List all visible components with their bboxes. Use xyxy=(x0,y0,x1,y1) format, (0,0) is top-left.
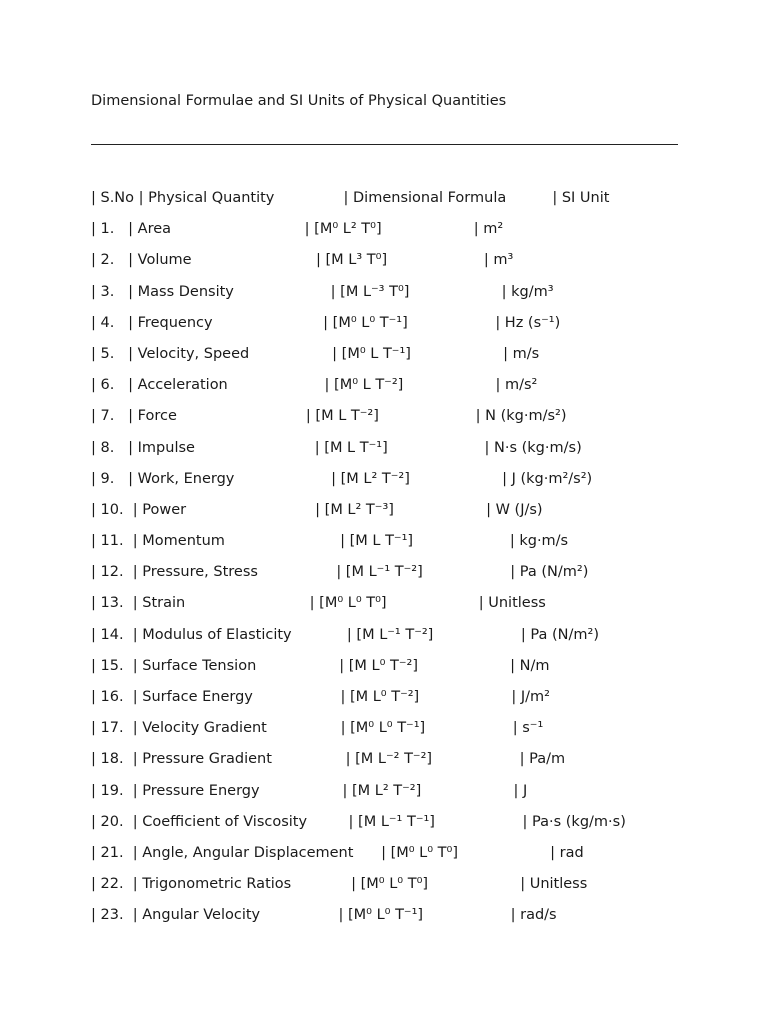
table-row: | 3. | Mass Density | [M L⁻³ T⁰] | kg/m³ xyxy=(91,283,554,300)
table-row: | 19. | Pressure Energy | [M L² T⁻²] | J xyxy=(91,782,528,799)
table-row: | 11. | Momentum | [M L T⁻¹] | kg·m/s xyxy=(91,533,569,550)
table-row: | 4. | Frequency | [M⁰ L⁰ T⁻¹] | Hz (s⁻¹) xyxy=(91,314,561,331)
table-row: | 18. | Pressure Gradient | [M L⁻² T⁻²] | Pa/m xyxy=(91,751,566,768)
table-row: | 12. | Pressure, Stress | [M L⁻¹ T⁻²] | Pa (N/m²) xyxy=(91,564,589,581)
table-row: | 14. | Modulus of Elasticity | [M L⁻¹ T⁻²] | Pa (N/m²) xyxy=(91,626,599,643)
table-header-line: | S.No | Physical Quantity | Dimensional Formula | SI Unit xyxy=(91,190,610,206)
table-row: | 8. | Impulse | [M L T⁻¹] | N·s (kg·m/s) xyxy=(91,439,582,456)
table-row: | 15. | Surface Tension | [M L⁰ T⁻²] | N/m xyxy=(91,657,550,674)
table-row: | 7. | Force | [M L T⁻²] | N (kg·m/s²) xyxy=(91,408,567,425)
table-row: | 10. | Power | [M L² T⁻³] | W (J/s) xyxy=(91,501,543,518)
table-text xyxy=(91,189,731,938)
table-row: | 5. | Velocity, Speed | [M⁰ L T⁻¹] | m/s xyxy=(91,345,540,362)
horizontal-rule xyxy=(91,144,678,145)
table-row: | 1. | Area | [M⁰ L² T⁰] | m² xyxy=(91,221,504,238)
document-title: Dimensional Formulae and SI Units of Physical Quantities xyxy=(91,93,507,109)
table-row: | 6. | Acceleration | [M⁰ L T⁻²] | m/s² xyxy=(91,377,538,394)
table-row: | 17. | Velocity Gradient | [M⁰ L⁰ T⁻¹] | s⁻¹ xyxy=(91,720,544,737)
table-row: | 13. | Strain | [M⁰ L⁰ T⁰] | Unitless xyxy=(91,595,546,612)
table-row: | 16. | Surface Energy | [M L⁰ T⁻²] | J/m² xyxy=(91,689,550,705)
table-row: | 9. | Work, Energy | [M L² T⁻²] | J (kg·m²/s²) xyxy=(91,470,593,487)
table-row: | 23. | Angular Velocity | [M⁰ L⁰ T⁻¹] | rad/s xyxy=(91,907,557,924)
table-row: | 21. | Angle, Angular Displacement | [M⁰ L⁰ T⁰] | rad xyxy=(91,844,584,861)
table-row: | 2. | Volume | [M L³ T⁰] | m³ xyxy=(91,252,514,269)
table-row: | 20. | Coefficient of Viscosity | [M L⁻¹ T⁻¹] | Pa·s (kg/m·s) xyxy=(91,813,626,830)
table-row: | 22. | Trigonometric Ratios | [M⁰ L⁰ T⁰] | Unitless xyxy=(91,876,588,893)
